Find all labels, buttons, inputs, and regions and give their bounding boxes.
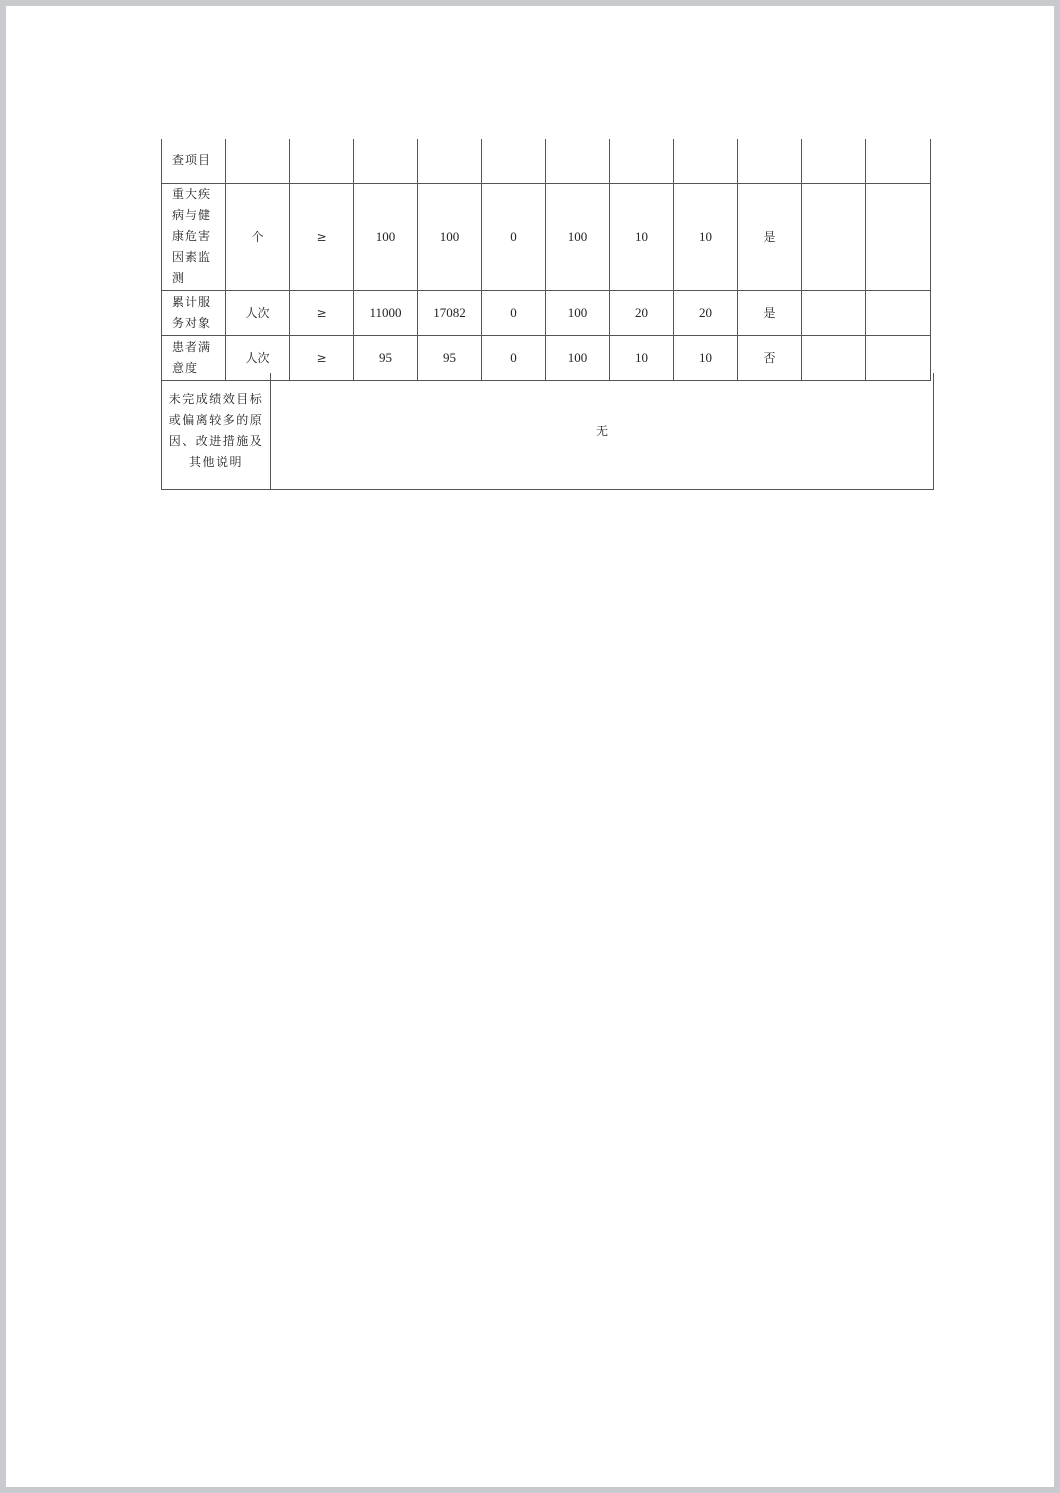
value-cell: 100 xyxy=(546,335,610,380)
table-row xyxy=(162,139,931,183)
document-page xyxy=(6,6,1054,1487)
operator-cell: ≥ xyxy=(290,290,354,335)
empty-cell xyxy=(802,183,866,290)
unit-cell xyxy=(226,139,290,183)
notes-label-cell: 未完成绩效目标或偏离较多的原因、改进措施及其他说明 xyxy=(162,373,271,489)
value-cell xyxy=(482,139,546,183)
table-row xyxy=(162,290,931,335)
unit-cell: 人次 xyxy=(226,335,290,380)
value-cell: 10 xyxy=(674,335,738,380)
notes-table xyxy=(161,373,934,490)
empty-cell xyxy=(866,139,931,183)
empty-cell xyxy=(802,290,866,335)
value-cell: 100 xyxy=(546,183,610,290)
value-cell xyxy=(354,139,418,183)
operator-cell: ≥ xyxy=(290,335,354,380)
value-cell: 17082 xyxy=(418,290,482,335)
performance-indicator-table xyxy=(161,139,931,381)
value-cell xyxy=(674,139,738,183)
value-cell xyxy=(546,139,610,183)
value-cell: 20 xyxy=(674,290,738,335)
operator-cell: ≥ xyxy=(290,183,354,290)
value-cell: 10 xyxy=(610,183,674,290)
indicator-name-cell: 累计服务对象 xyxy=(162,290,226,335)
operator-cell xyxy=(290,139,354,183)
value-cell: 95 xyxy=(354,335,418,380)
value-cell xyxy=(418,139,482,183)
notes-row xyxy=(162,373,934,489)
value-cell: 0 xyxy=(482,335,546,380)
status-cell: 是 xyxy=(738,183,802,290)
empty-cell xyxy=(866,290,931,335)
indicator-name-cell: 患者满意度 xyxy=(162,335,226,380)
status-cell: 是 xyxy=(738,290,802,335)
value-cell: 20 xyxy=(610,290,674,335)
status-cell xyxy=(738,139,802,183)
value-cell: 0 xyxy=(482,290,546,335)
indicator-name-cell: 重大疾病与健康危害因素监测 xyxy=(162,183,226,290)
value-cell: 100 xyxy=(546,290,610,335)
unit-cell: 个 xyxy=(226,183,290,290)
value-cell: 11000 xyxy=(354,290,418,335)
value-cell xyxy=(610,139,674,183)
indicator-name-cell: 查项目 xyxy=(162,139,226,183)
empty-cell xyxy=(866,183,931,290)
unit-cell: 人次 xyxy=(226,290,290,335)
value-cell: 100 xyxy=(354,183,418,290)
table-row xyxy=(162,183,931,290)
value-cell: 10 xyxy=(610,335,674,380)
status-cell: 否 xyxy=(738,335,802,380)
value-cell: 10 xyxy=(674,183,738,290)
notes-value-cell: 无 xyxy=(271,373,934,489)
value-cell: 100 xyxy=(418,183,482,290)
empty-cell xyxy=(802,139,866,183)
value-cell: 95 xyxy=(418,335,482,380)
value-cell: 0 xyxy=(482,183,546,290)
